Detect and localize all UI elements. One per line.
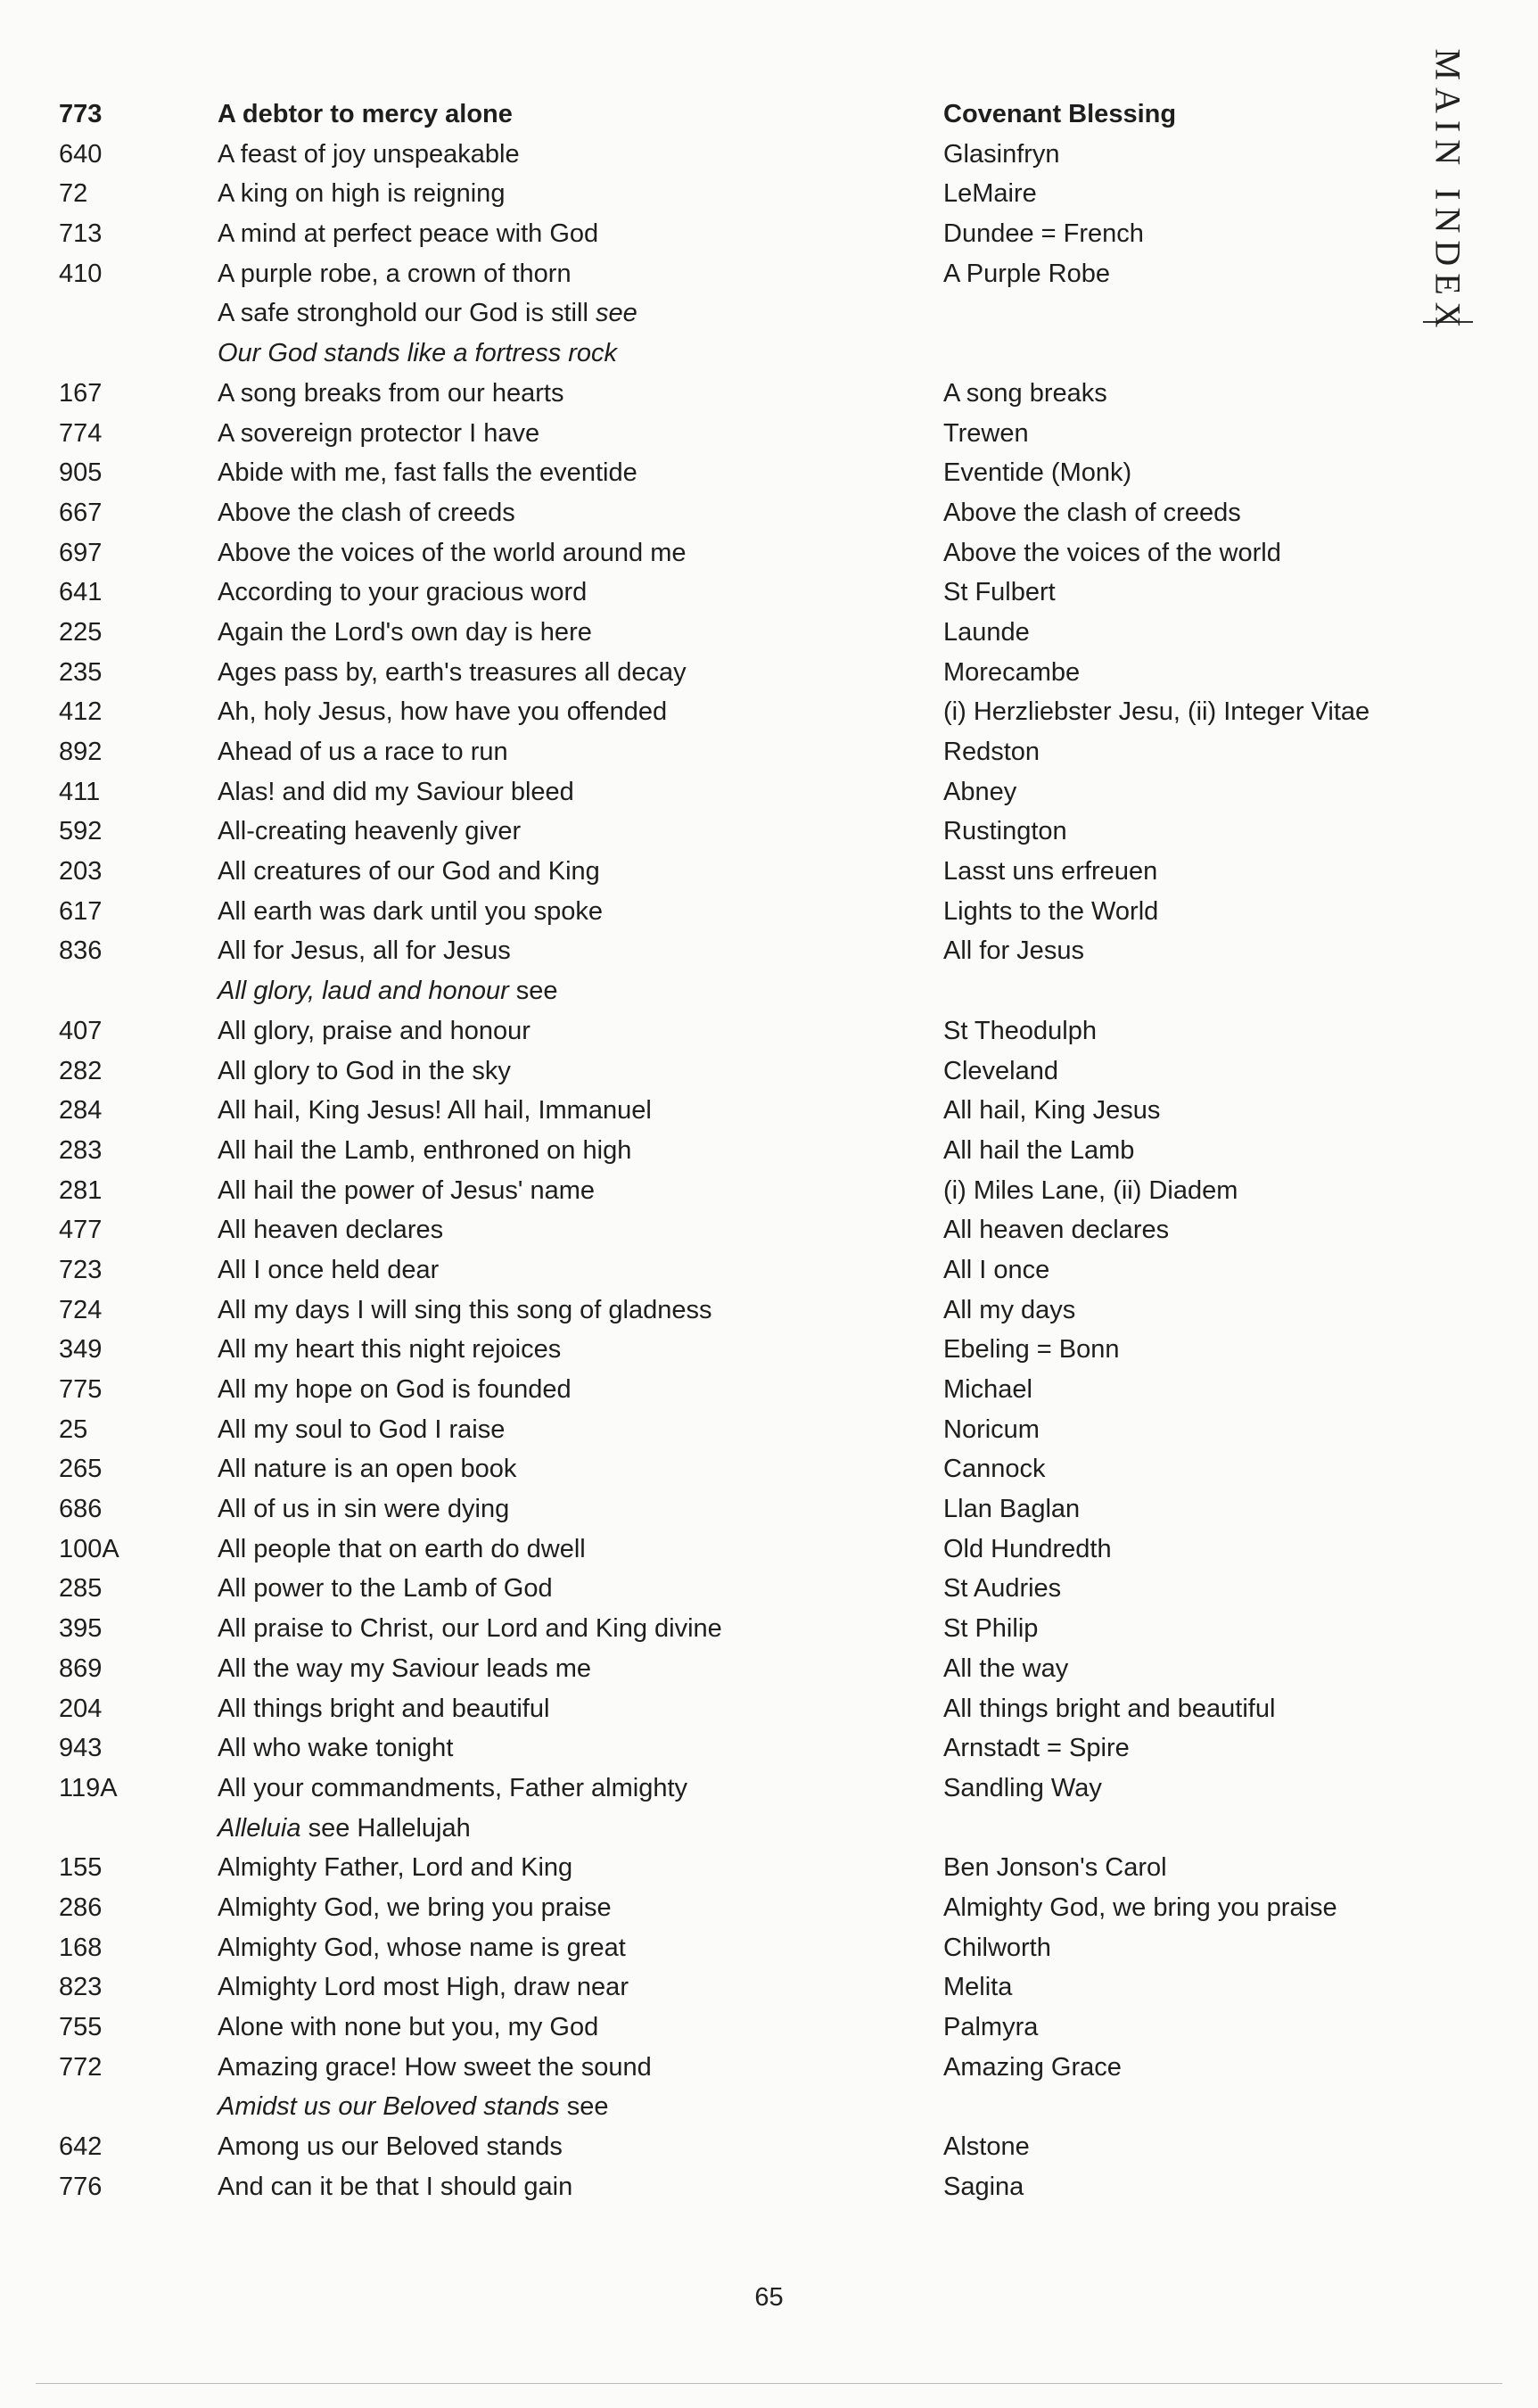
tune-name: All things bright and beautiful bbox=[943, 1694, 1276, 1723]
first-line-text: All heaven declares bbox=[218, 1216, 444, 1245]
tune-name: Launde bbox=[943, 617, 1030, 647]
hymn-number: 823 bbox=[59, 1973, 103, 2002]
first-line-text: Almighty God, we bring you praise bbox=[218, 1893, 612, 1922]
first-line-text: All creatures of our God and King bbox=[218, 857, 600, 887]
index-entry bbox=[0, 493, 1391, 533]
hymn-number: 775 bbox=[59, 1375, 103, 1404]
index-entry bbox=[0, 772, 1391, 812]
first-line bbox=[218, 293, 637, 334]
index-entry bbox=[0, 971, 1391, 1011]
hymn-number: 100A bbox=[59, 1534, 119, 1563]
index-entry bbox=[0, 1131, 1391, 1171]
first-line bbox=[218, 892, 603, 932]
tune-name: Sandling Way bbox=[943, 1773, 1102, 1802]
first-line-text: Almighty Lord most High, draw near bbox=[218, 1973, 629, 2002]
first-line-text: All power to the Lamb of God bbox=[218, 1574, 553, 1604]
first-line-text: Ages pass by, earth's treasures all decay bbox=[218, 657, 687, 687]
hymn-number: 410 bbox=[59, 259, 103, 288]
hymn-number: 640 bbox=[59, 139, 103, 169]
first-line-text: A debtor to mercy alone bbox=[218, 100, 513, 128]
hymn-number: 284 bbox=[59, 1096, 103, 1126]
first-line-text: A purple robe, a crown of thorn bbox=[218, 259, 572, 288]
tune-name: Morecambe bbox=[943, 657, 1081, 687]
tune-name: Rustington bbox=[943, 817, 1067, 846]
hymn-number: 943 bbox=[59, 1734, 103, 1763]
index-entry bbox=[0, 892, 1391, 932]
first-line bbox=[218, 2087, 608, 2127]
first-line bbox=[218, 1330, 561, 1370]
hymn-number: 168 bbox=[59, 1933, 103, 1962]
tune-name: A song breaks bbox=[943, 378, 1107, 408]
first-line-text: Almighty God, whose name is great bbox=[218, 1933, 626, 1962]
first-line-text: A song breaks from our hearts bbox=[218, 378, 564, 408]
index-entry bbox=[0, 1967, 1391, 2008]
hymn-number: 225 bbox=[59, 617, 103, 647]
see-reference: see Hallelujah bbox=[308, 1813, 471, 1843]
see-reference: see bbox=[515, 977, 558, 1006]
hymn-number: 25 bbox=[59, 1414, 88, 1444]
first-line bbox=[218, 732, 508, 772]
hymn-number: 755 bbox=[59, 2013, 103, 2041]
first-line-text: All my days I will sing this song of gladness bbox=[218, 1295, 712, 1324]
first-line-text: All I once held dear bbox=[218, 1255, 440, 1284]
hymn-number: 642 bbox=[59, 2132, 103, 2162]
first-line bbox=[218, 1649, 591, 1689]
hymn-number: 265 bbox=[59, 1455, 103, 1484]
hymn-number: 72 bbox=[59, 179, 88, 209]
first-line bbox=[218, 453, 637, 493]
hymn-number: 641 bbox=[59, 578, 103, 607]
tune-name: Lights to the World bbox=[943, 896, 1159, 926]
first-line bbox=[218, 1210, 443, 1250]
first-line-text: Ahead of us a race to run bbox=[218, 738, 508, 766]
tune-name: A Purple Robe bbox=[943, 259, 1111, 288]
bottom-rule bbox=[36, 2383, 1502, 2384]
index-entry bbox=[0, 732, 1391, 772]
first-line-text: A sovereign protector I have bbox=[218, 418, 540, 448]
first-line bbox=[218, 613, 592, 653]
first-line bbox=[218, 1449, 516, 1489]
hymn-number: 892 bbox=[59, 738, 103, 766]
tune-name: St Theodulph bbox=[943, 1016, 1097, 1045]
tune-name: Michael bbox=[943, 1375, 1032, 1404]
hymn-number: 592 bbox=[59, 817, 103, 846]
first-line-text: All of us in sin were dying bbox=[218, 1495, 510, 1524]
first-line bbox=[218, 334, 617, 374]
first-line-text: A mind at perfect peace with God bbox=[218, 219, 599, 249]
first-line bbox=[218, 1370, 572, 1410]
hymn-number: 477 bbox=[59, 1216, 103, 1245]
first-line bbox=[218, 1171, 595, 1211]
first-line-text: All my hope on God is founded bbox=[218, 1375, 572, 1404]
tune-name: Redston bbox=[943, 738, 1040, 766]
tune-name: St Fulbert bbox=[943, 578, 1056, 607]
first-line bbox=[218, 812, 521, 852]
tune-name: Dundee = French bbox=[943, 219, 1144, 249]
hymn-number: 836 bbox=[59, 936, 103, 966]
tune-name: St Philip bbox=[943, 1614, 1039, 1644]
tune-name: All heaven declares bbox=[943, 1216, 1170, 1245]
index-entry bbox=[0, 1728, 1391, 1769]
tune-name: Abney bbox=[943, 777, 1017, 806]
tune-name: Chilworth bbox=[943, 1933, 1051, 1962]
first-line bbox=[218, 414, 539, 454]
first-line-text: According to your gracious word bbox=[218, 578, 588, 607]
index-entry bbox=[0, 1051, 1391, 1092]
tune-name: All for Jesus bbox=[943, 936, 1084, 966]
first-line-text: A king on high is reigning bbox=[218, 179, 506, 209]
hymn-number: 723 bbox=[59, 1255, 103, 1284]
index-entry bbox=[0, 1848, 1391, 1888]
first-line bbox=[218, 772, 574, 812]
index-entry bbox=[0, 2087, 1391, 2127]
index-entry bbox=[0, 852, 1391, 892]
index-entry bbox=[0, 1171, 1391, 1211]
see-reference: see bbox=[566, 2092, 609, 2122]
index-entry bbox=[0, 1489, 1391, 1530]
first-line-text: Almighty Father, Lord and King bbox=[218, 1853, 573, 1883]
first-line-text: Alleluia bbox=[218, 1813, 301, 1843]
index-entry bbox=[0, 1449, 1391, 1489]
index-entry bbox=[0, 1569, 1391, 1609]
hymn-number: 713 bbox=[59, 219, 103, 249]
tune-name: Above the voices of the world bbox=[943, 538, 1281, 567]
first-line-text: All my soul to God I raise bbox=[218, 1414, 506, 1444]
first-line bbox=[218, 1769, 687, 1809]
first-line bbox=[218, 95, 513, 135]
first-line-text: Alone with none but you, my God bbox=[218, 2013, 599, 2041]
first-line-text: All nature is an open book bbox=[218, 1455, 517, 1484]
first-line bbox=[218, 1291, 711, 1331]
index-entry bbox=[0, 254, 1391, 294]
hymn-number: 724 bbox=[59, 1295, 103, 1324]
tune-name: All hail, King Jesus bbox=[943, 1096, 1161, 1126]
hymn-number: 776 bbox=[59, 2172, 103, 2201]
hymn-number: 203 bbox=[59, 857, 103, 887]
first-line-text: A safe stronghold our God is still bbox=[218, 299, 588, 328]
first-line bbox=[218, 1051, 511, 1092]
first-line-text: Amidst us our Beloved stands bbox=[218, 2092, 560, 2122]
index-entry bbox=[0, 1649, 1391, 1689]
tune-name: Noricum bbox=[943, 1414, 1040, 1444]
tune-name: All my days bbox=[943, 1295, 1076, 1324]
first-line-text: All for Jesus, all for Jesus bbox=[218, 936, 511, 966]
first-line bbox=[218, 1091, 652, 1131]
first-line bbox=[218, 1131, 631, 1171]
first-line bbox=[218, 1530, 586, 1570]
tune-name: All hail the Lamb bbox=[943, 1135, 1135, 1165]
first-line-text: All glory, praise and honour bbox=[218, 1016, 530, 1045]
first-line bbox=[218, 1848, 572, 1888]
first-line bbox=[218, 692, 667, 732]
tune-name: Llan Baglan bbox=[943, 1495, 1081, 1524]
first-line-text: Ah, holy Jesus, how have you offended bbox=[218, 697, 668, 727]
first-line bbox=[218, 1689, 549, 1729]
hymn-number: 286 bbox=[59, 1893, 103, 1922]
index-entry bbox=[0, 293, 1391, 334]
first-line-text: All my heart this night rejoices bbox=[218, 1335, 562, 1365]
index-entry bbox=[0, 1250, 1391, 1291]
hymn-number: 772 bbox=[59, 2052, 103, 2082]
hymn-number: 395 bbox=[59, 1614, 103, 1644]
first-line-text: All glory to God in the sky bbox=[218, 1056, 511, 1085]
first-line bbox=[218, 1489, 509, 1530]
index-entry bbox=[0, 174, 1391, 214]
index-entry bbox=[0, 1210, 1391, 1250]
index-entry bbox=[0, 1370, 1391, 1410]
index-entry bbox=[0, 1609, 1391, 1649]
first-line bbox=[218, 1809, 471, 1849]
tune-name: Trewen bbox=[943, 418, 1029, 448]
hymn-number: 667 bbox=[59, 498, 103, 527]
first-line bbox=[218, 1250, 439, 1291]
tune-name: St Audries bbox=[943, 1574, 1062, 1604]
first-line-text: All glory, laud and honour bbox=[218, 977, 509, 1006]
tune-name: Amazing Grace bbox=[943, 2052, 1122, 2082]
index-entry bbox=[0, 334, 1391, 374]
tune-name: Ben Jonson's Carol bbox=[943, 1853, 1167, 1883]
tune-name: Covenant Blessing bbox=[943, 100, 1177, 128]
tune-name: Cannock bbox=[943, 1455, 1046, 1484]
tune-name: Melita bbox=[943, 1973, 1013, 2002]
index-entry bbox=[0, 1291, 1391, 1331]
tune-name: All the way bbox=[943, 1653, 1069, 1683]
hymn-number: 155 bbox=[59, 1853, 103, 1883]
index-entry bbox=[0, 2127, 1391, 2167]
first-line-text: Our God stands like a fortress rock bbox=[218, 339, 618, 368]
hymn-number: 411 bbox=[59, 777, 101, 806]
hymn-number: 869 bbox=[59, 1653, 103, 1683]
index-title: MAIN INDEX bbox=[1427, 48, 1468, 335]
first-line bbox=[218, 971, 558, 1011]
index-entry bbox=[0, 214, 1391, 254]
hymn-number: 686 bbox=[59, 1495, 103, 1524]
index-entry bbox=[0, 1928, 1391, 1968]
first-line bbox=[218, 573, 587, 613]
index-entry bbox=[0, 1410, 1391, 1450]
page-number: 65 bbox=[754, 2283, 784, 2312]
index-list bbox=[0, 95, 1391, 2206]
first-line-text: All earth was dark until you spoke bbox=[218, 896, 603, 926]
first-line-text: All hail the power of Jesus' name bbox=[218, 1175, 596, 1205]
first-line bbox=[218, 1410, 505, 1450]
first-line-text: All the way my Saviour leads me bbox=[218, 1653, 592, 1683]
first-line-text: Abide with me, fast falls the eventide bbox=[218, 458, 637, 488]
index-entry bbox=[0, 453, 1391, 493]
first-line-text: All hail, King Jesus! All hail, Immanuel bbox=[218, 1096, 652, 1126]
first-line-text: All your commandments, Father almighty bbox=[218, 1773, 688, 1802]
first-line-text: And can it be that I should gain bbox=[218, 2172, 573, 2201]
index-entry bbox=[0, 135, 1391, 175]
tune-name: Arnstadt = Spire bbox=[943, 1734, 1130, 1763]
tune-name: Eventide (Monk) bbox=[943, 458, 1132, 488]
tune-name: (i) Herzliebster Jesu, (ii) Integer Vitae bbox=[943, 697, 1370, 727]
index-entry bbox=[0, 653, 1391, 693]
first-line-text: All praise to Christ, our Lord and King divine bbox=[218, 1614, 722, 1644]
hymn-number: 204 bbox=[59, 1694, 103, 1723]
first-line bbox=[218, 2167, 572, 2207]
hymn-number: 407 bbox=[59, 1016, 103, 1045]
index-entry bbox=[0, 1769, 1391, 1809]
index-entry bbox=[0, 414, 1391, 454]
tune-name: All I once bbox=[943, 1255, 1050, 1284]
index-entry bbox=[0, 1091, 1391, 1131]
tune-name: Lasst uns erfreuen bbox=[943, 857, 1158, 887]
index-entry bbox=[0, 1330, 1391, 1370]
index-entry bbox=[0, 1809, 1391, 1849]
first-line-text: Again the Lord's own day is here bbox=[218, 617, 592, 647]
hymn-number: 283 bbox=[59, 1135, 103, 1165]
index-entry bbox=[0, 2167, 1391, 2207]
first-line bbox=[218, 1888, 612, 1928]
index-entry bbox=[0, 692, 1391, 732]
first-line-text: Among us our Beloved stands bbox=[218, 2132, 563, 2162]
first-line bbox=[218, 1928, 626, 1968]
first-line-text: Above the voices of the world around me bbox=[218, 538, 687, 567]
index-entry bbox=[0, 533, 1391, 573]
first-line-text: All who wake tonight bbox=[218, 1734, 454, 1763]
first-line bbox=[218, 1609, 722, 1649]
first-line bbox=[218, 2127, 563, 2167]
first-line-text: All things bright and beautiful bbox=[218, 1694, 550, 1723]
hymn-number: 349 bbox=[59, 1335, 103, 1365]
hymn-number: 617 bbox=[59, 896, 103, 926]
hymn-number: 773 bbox=[59, 100, 103, 128]
index-entry bbox=[0, 2008, 1391, 2048]
first-line bbox=[218, 1728, 453, 1769]
first-line bbox=[218, 135, 520, 175]
tune-name: (i) Miles Lane, (ii) Diadem bbox=[943, 1175, 1238, 1205]
index-entry bbox=[0, 1888, 1391, 1928]
hymn-number: 697 bbox=[59, 538, 103, 567]
first-line bbox=[218, 174, 505, 214]
tune-name: Ebeling = Bonn bbox=[943, 1335, 1120, 1365]
tune-name: Cleveland bbox=[943, 1056, 1058, 1085]
first-line bbox=[218, 931, 511, 971]
first-line bbox=[218, 214, 598, 254]
first-line-text: Alas! and did my Saviour bleed bbox=[218, 777, 574, 806]
tune-name: Alstone bbox=[943, 2132, 1030, 2162]
index-entry bbox=[0, 95, 1391, 135]
first-line-text: Above the clash of creeds bbox=[218, 498, 515, 527]
first-line bbox=[218, 533, 687, 573]
tune-name: Above the clash of creeds bbox=[943, 498, 1241, 527]
first-line bbox=[218, 1967, 629, 2008]
section-tab bbox=[1423, 48, 1473, 335]
first-line-text: All people that on earth do dwell bbox=[218, 1534, 586, 1563]
first-line bbox=[218, 852, 600, 892]
see-reference: see bbox=[595, 299, 637, 328]
hymn-number: 235 bbox=[59, 657, 103, 687]
first-line bbox=[218, 254, 572, 294]
first-line bbox=[218, 2048, 652, 2088]
tune-name: Old Hundredth bbox=[943, 1534, 1112, 1563]
hymn-number: 905 bbox=[59, 458, 103, 488]
first-line bbox=[218, 653, 687, 693]
index-entry bbox=[0, 1689, 1391, 1729]
first-line-text: A feast of joy unspeakable bbox=[218, 139, 520, 169]
index-entry bbox=[0, 573, 1391, 613]
first-line bbox=[218, 374, 563, 414]
hymn-number: 412 bbox=[59, 697, 103, 727]
index-entry bbox=[0, 931, 1391, 971]
first-line-text: All hail the Lamb, enthroned on high bbox=[218, 1135, 632, 1165]
first-line bbox=[218, 1569, 553, 1609]
hymn-number: 167 bbox=[59, 378, 103, 408]
tune-name: Sagina bbox=[943, 2172, 1024, 2201]
index-entry bbox=[0, 812, 1391, 852]
hymn-number: 774 bbox=[59, 418, 103, 448]
first-line bbox=[218, 1011, 530, 1051]
first-line bbox=[218, 2008, 598, 2048]
index-entry bbox=[0, 374, 1391, 414]
tune-name: LeMaire bbox=[943, 179, 1037, 209]
hymn-number: 282 bbox=[59, 1056, 103, 1085]
index-entry bbox=[0, 613, 1391, 653]
hymn-number: 119A bbox=[59, 1773, 118, 1802]
tune-name: Palmyra bbox=[943, 2013, 1039, 2041]
first-line bbox=[218, 493, 515, 533]
hymn-number: 281 bbox=[59, 1175, 103, 1205]
first-line-text: All-creating heavenly giver bbox=[218, 817, 522, 846]
index-entry bbox=[0, 1011, 1391, 1051]
index-entry bbox=[0, 2048, 1391, 2088]
hymn-number: 285 bbox=[59, 1574, 103, 1604]
tune-name: Glasinfryn bbox=[943, 139, 1060, 169]
first-line-text: Amazing grace! How sweet the sound bbox=[218, 2052, 652, 2082]
tune-name: Almighty God, we bring you praise bbox=[943, 1893, 1337, 1922]
index-entry bbox=[0, 1530, 1391, 1570]
